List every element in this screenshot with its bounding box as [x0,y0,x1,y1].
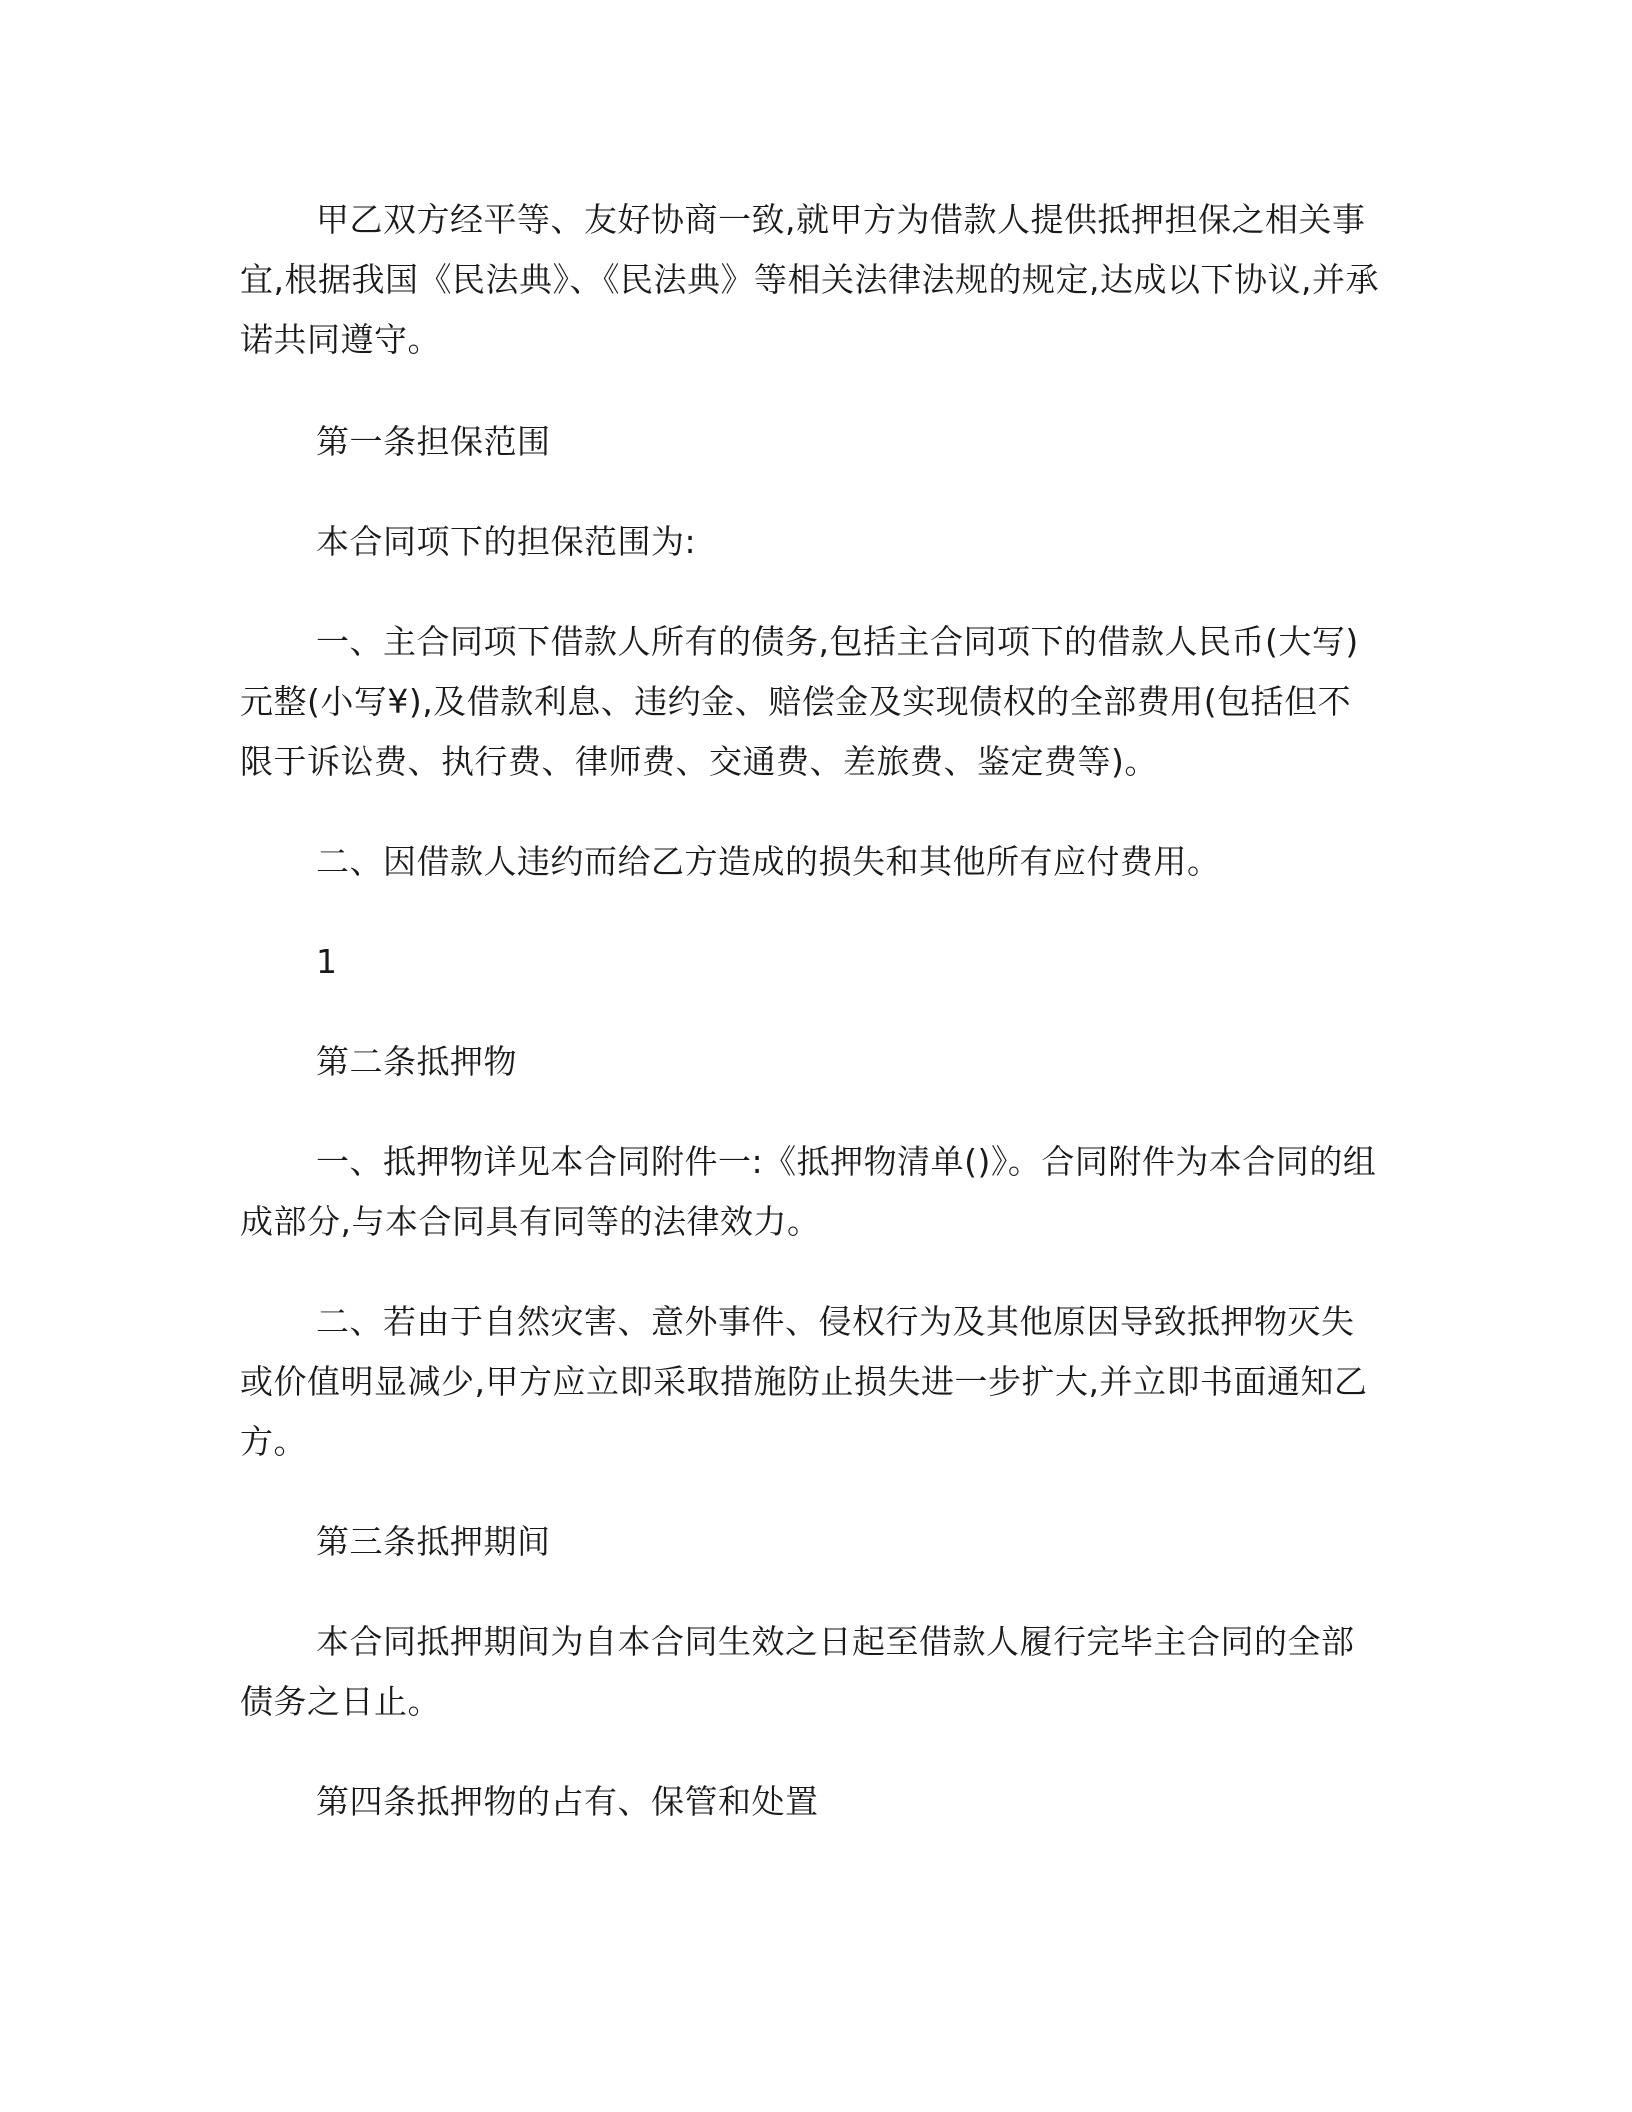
article-2-item-1: 一、抵押物详见本合同附件一:《抵押物清单()》。合同附件为本合同的组成部分,与本合同具有同等的法律效力。 [240,1142,1377,1241]
article-1-item-1: 一、主合同项下借款人所有的债务,包括主合同项下的借款人民币(大写) 元整(小写¥),及借款利息、违约金、赔偿金及实现债权的全部费用(包括但不限于诉讼费、执行费、律师费、交通费、差旅费、鉴定费等)。 [240,622,1359,781]
article-2-item-2: 二、若由于自然灾害、意外事件、侵权行为及其他原因导致抵押物灭失或价值明显减少,甲方应立即采取措施防止损失进一步扩大,并立即书面通知乙方。 [240,1302,1368,1461]
article-4-title: 第四条抵押物的占有、保管和处置 [316,1782,819,1821]
article-1-title: 第一条担保范围 [316,422,551,461]
article-3-body: 本合同抵押期间为自本合同生效之日起至借款人履行完毕主合同的全部债务之日止。 [240,1622,1355,1721]
article-1-item-2: 二、因借款人违约而给乙方造成的损失和其他所有应付费用。 [316,842,1221,881]
article-2-title: 第二条抵押物 [316,1042,517,1081]
page-number: 1 [316,942,338,981]
article-1-lead: 本合同项下的担保范围为: [316,522,697,561]
article-3-title: 第三条抵押期间 [316,1522,551,1561]
document-body [240,190,1382,1832]
intro-paragraph: 甲乙双方经平等、友好协商一致,就甲方为借款人提供抵押担保之相关事宜,根据我国《民法典》、《民法典》等相关法律法规的规定,达成以下协议,并承诺共同遵守。 [240,200,1379,359]
